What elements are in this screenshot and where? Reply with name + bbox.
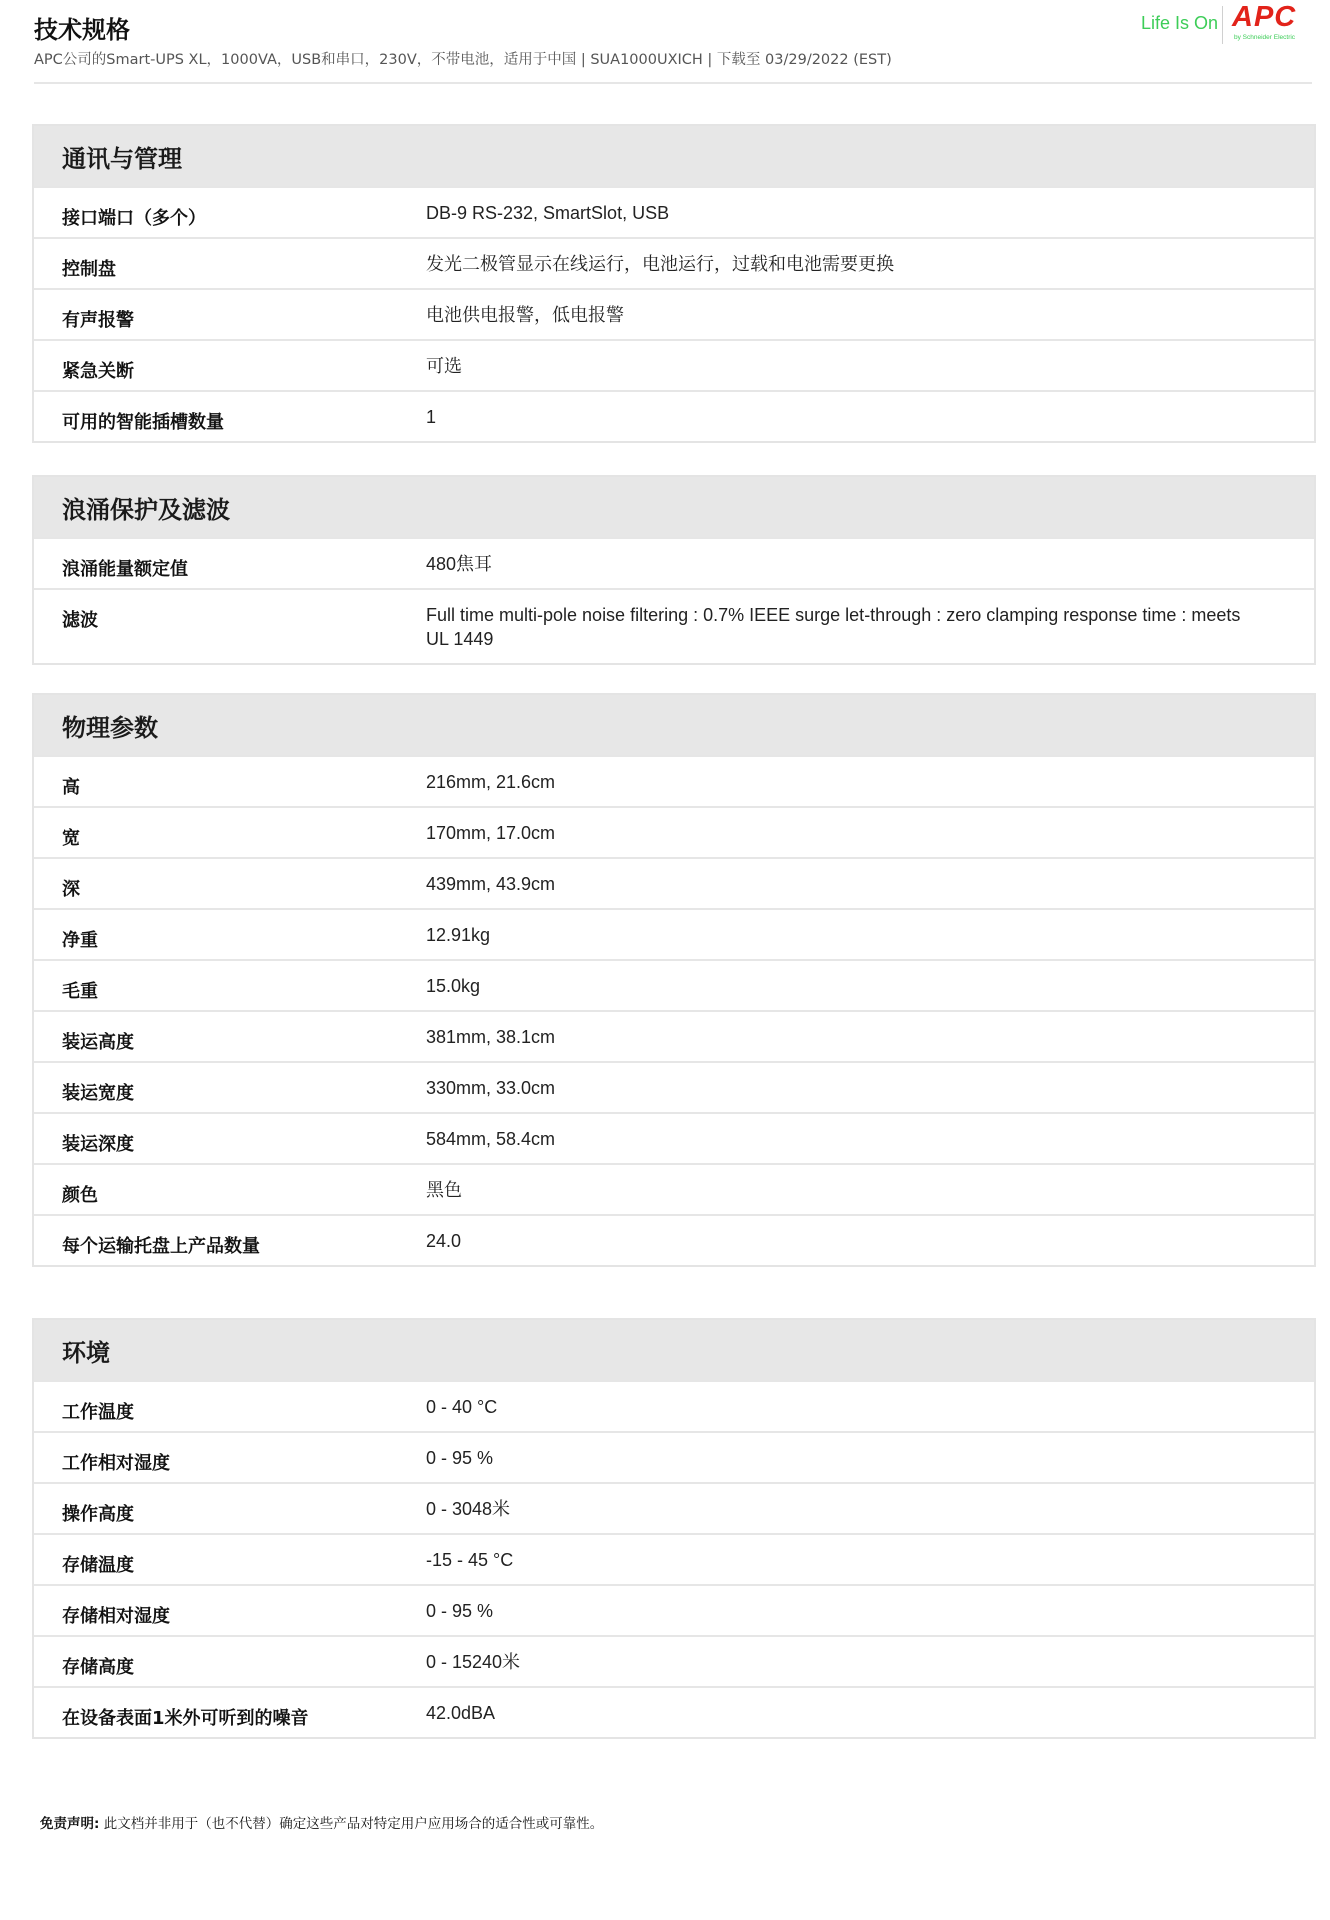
spec-row [34,1584,1314,1635]
spec-row [34,1431,1314,1482]
spec-row [34,1686,1314,1737]
spec-label: 宽 [62,828,80,849]
spec-value: 439mm, 43.9cm [426,874,556,894]
spec-value: 216mm, 21.6cm [426,772,556,792]
spec-row [34,908,1314,959]
spec-label: 毛重 [62,981,98,1002]
spec-label: 装运高度 [62,1032,134,1053]
spec-value: 0 - 95 % [426,1601,494,1621]
spec-value: 480焦耳 [426,554,493,574]
spec-label: 滤波 [62,610,98,631]
spec-value: 42.0dBA [426,1703,496,1723]
page-header [0,0,1330,84]
section-physical [32,693,1316,1267]
page-subtitle: APC公司的Smart-UPS XL，1000VA，USB和串口，230V，不带电池，适用于中国 | SUA1000UXICH | 下载至 03/29/2022 (EST) [34,52,892,68]
section-title: 环境 [34,1320,1314,1380]
spec-value: 可选 [426,356,462,376]
spec-value: 24.0 [426,1231,462,1251]
spec-label: 存储相对湿度 [62,1606,170,1627]
spec-value: 0 - 40 °C [426,1397,498,1417]
apc-logo-byline: by Schneider Electric [1234,34,1296,41]
spec-label: 控制盘 [62,259,116,280]
spec-row [34,1380,1314,1431]
spec-label: 可用的智能插槽数量 [62,412,224,433]
spec-row [34,959,1314,1010]
spec-row [34,390,1314,441]
disclaimer [40,1812,603,1832]
spec-label: 装运宽度 [62,1083,134,1104]
spec-label: 颜色 [62,1185,98,1206]
spec-label: 紧急关断 [62,361,134,382]
spec-value: 发光二极管显示在线运行，电池运行，过载和电池需要更换 [426,254,894,274]
spec-label: 接口端口（多个） [62,208,206,229]
spec-row [34,1214,1314,1265]
spec-value: 584mm, 58.4cm [426,1129,556,1149]
spec-label: 工作温度 [62,1402,134,1423]
logo-divider [1222,6,1223,44]
header-divider [34,82,1312,84]
spec-value: 330mm, 33.0cm [426,1078,556,1098]
spec-value: 0 - 3048米 [426,1499,511,1519]
spec-label: 存储高度 [62,1657,134,1678]
spec-label: 装运深度 [62,1134,134,1155]
spec-label: 深 [62,879,80,900]
spec-row [34,339,1314,390]
spec-label: 高 [62,777,80,798]
spec-value: 170mm, 17.0cm [426,823,556,843]
spec-row [34,588,1314,663]
section-environment [32,1318,1316,1739]
spec-value: 15.0kg [426,976,481,996]
spec-label: 有声报警 [62,310,134,331]
spec-label: 净重 [62,930,98,951]
spec-row [34,755,1314,806]
spec-value: 12.91kg [426,925,491,945]
spec-value: Full time multi-pole noise filtering : 0.7% IEEE surge let-through : zero clamping response time : meets UL 1449 [426,605,1241,649]
apc-logo [1232,0,1316,46]
spec-value: 381mm, 38.1cm [426,1027,556,1047]
spec-value: DB-9 RS-232, SmartSlot, USB [426,203,670,223]
spec-value: 0 - 95 % [426,1448,494,1468]
spec-value: 1 [426,407,437,427]
spec-label: 操作高度 [62,1504,134,1525]
spec-row [34,288,1314,339]
section-title: 物理参数 [34,695,1314,755]
spec-row [34,1010,1314,1061]
spec-label: 在设备表面1米外可听到的噪音 [62,1708,309,1729]
section-title: 浪涌保护及滤波 [34,477,1314,537]
spec-label: 存储温度 [62,1555,134,1576]
spec-row [34,1112,1314,1163]
spec-row [34,537,1314,588]
section-surge-protection [32,475,1316,665]
spec-row [34,186,1314,237]
disclaimer-label: 免责声明: [40,1816,100,1832]
apc-logo-wordmark: APC [1232,1,1297,33]
spec-row [34,857,1314,908]
spec-label: 每个运输托盘上产品数量 [62,1236,260,1257]
section-communication [32,124,1316,443]
spec-row [34,806,1314,857]
spec-row [34,1533,1314,1584]
life-is-on-slogan: Life Is On [1141,13,1219,33]
spec-value: 0 - 15240米 [426,1652,521,1672]
spec-row [34,237,1314,288]
spec-label: 浪涌能量额定值 [62,559,188,580]
spec-row [34,1061,1314,1112]
spec-value: -15 - 45 °C [426,1550,514,1570]
spec-row [34,1163,1314,1214]
section-title: 通讯与管理 [34,126,1314,186]
spec-row [34,1482,1314,1533]
page-title: 技术规格 [34,16,130,44]
disclaimer-text: 此文档并非用于（也不代替）确定这些产品对特定用户应用场合的适合性或可靠性。 [99,1816,604,1832]
spec-label: 工作相对湿度 [62,1453,170,1474]
spec-row [34,1635,1314,1686]
spec-value: 电池供电报警，低电报警 [426,305,624,325]
spec-value: 黑色 [426,1180,462,1200]
